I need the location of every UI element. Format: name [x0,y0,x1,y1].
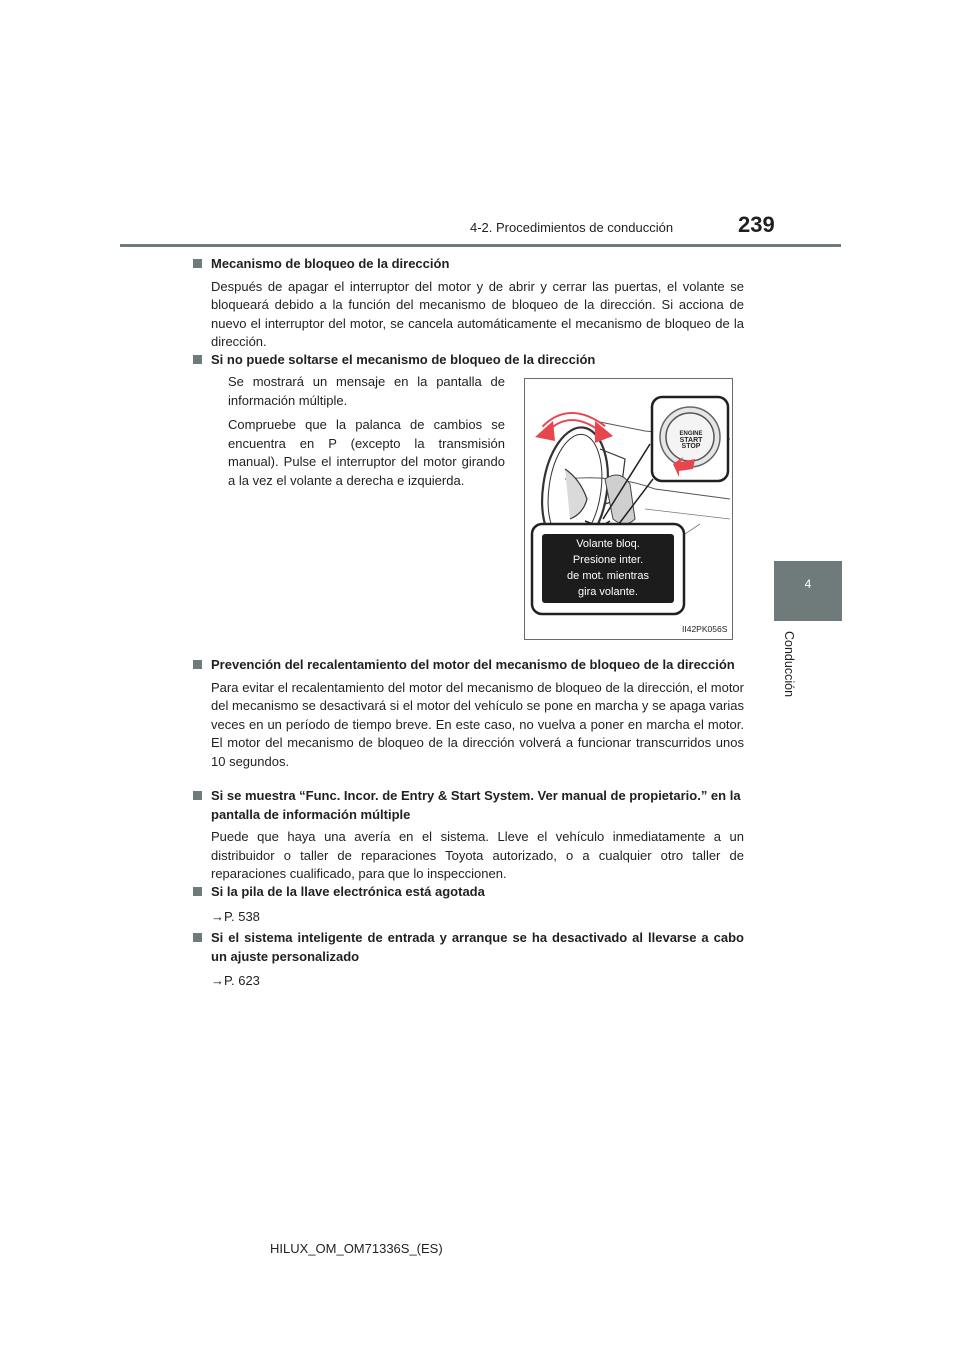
footer-document-code: HILUX_OM_OM71336S_(ES) [270,1241,443,1256]
page-reference: →P. 623 [211,973,260,988]
bullet-square-icon [193,259,202,268]
illustration [524,378,733,640]
section-lock-release [211,351,744,370]
section-body: Después de apagar el interruptor del motor y de abrir y cerrar las puertas, el volante se bloqueará debido a la función del mecanismo de bloqueo de la dirección. Si acciona de nuevo el interruptor del motor, se cancela automáticamente el mecanismo de bloqueo de la dirección. [211,278,744,349]
section-body-instructions: Compruebe que la palanca de cambios se encuentra en P (excepto la transmisión manual). Pulse el interruptor del motor girando a la vez el volante a derecha e izquierda. [228,417,505,488]
bullet-square-icon [193,791,202,800]
bullet-square-icon [193,355,202,364]
section-heading: Mecanismo de bloqueo de la dirección [211,256,450,271]
button-line: STOP [681,443,701,450]
section-key-battery [211,883,744,926]
header-rule [120,244,841,247]
page-reference: →P. 538 [211,908,260,924]
section-heading: Si no puede soltarse el mecanismo de bloqueo de la dirección [211,352,596,367]
multi-info-display [542,534,674,603]
display-line: gira volante. [578,586,638,598]
section-body: Para evitar el recalentamiento del motor del mecanismo de bloqueo de la dirección, el motor del mecanismo se desactivará si el motor del vehículo se pone en marcha y se apaga varias veces en un período de tiempo breve. En este caso, no vuelva a poner en marcha el motor. El motor del mecanismo de bloqueo de la dirección volverá a funcionar transcurridos unos 10 segundos. [211,679,744,769]
bullet-square-icon [193,887,202,896]
section-body-message: Se mostrará un mensaje en la pantalla de información múltiple. [228,374,505,408]
side-tab-number: 4 [804,577,812,591]
section-steering-lock [211,255,744,352]
display-line: Presione inter. [572,554,644,566]
figure-code: II42PK056S [682,624,728,634]
section-heading: Prevención del recalentamiento del motor del mecanismo de bloqueo de la dirección [211,657,735,672]
section-body: Puede que haya una avería en el sistema. Lleve el vehículo inmediatamente a un distribuidor o taller de reparaciones Toyota autorizado, o a cualquier otro taller de reparaciones cualificado, para que lo inspeccionen. [211,829,744,881]
button-line: ENGINE [679,431,703,437]
bullet-square-icon [193,933,202,942]
section-system-deactivated [211,929,744,991]
button-line: START [679,436,703,444]
section-heading: Si la pila de la llave electrónica está agotada [211,884,485,899]
bullet-square-icon [193,660,202,669]
section-system-malfunction [211,787,744,884]
engine-start-stop-button-label [673,431,709,451]
page-number: 239 [738,212,775,237]
side-tab-label: Conducción [782,631,796,698]
section-heading: Si se muestra “Func. Incor. de Entry & Start System. Ver manual de propietario.” en la pantalla de información múltiple [211,788,741,822]
section-heading: Si el sistema inteligente de entrada y arranque se ha desactivado al llevarse a cabo un ajuste personalizado [211,930,744,964]
display-line: de mot. mientras [567,570,649,582]
section-overheat-prevention [211,656,744,771]
header-section: 4-2. Procedimientos de conducción [470,220,674,235]
side-tab [774,561,842,621]
display-line: Volante bloq. [576,538,640,550]
